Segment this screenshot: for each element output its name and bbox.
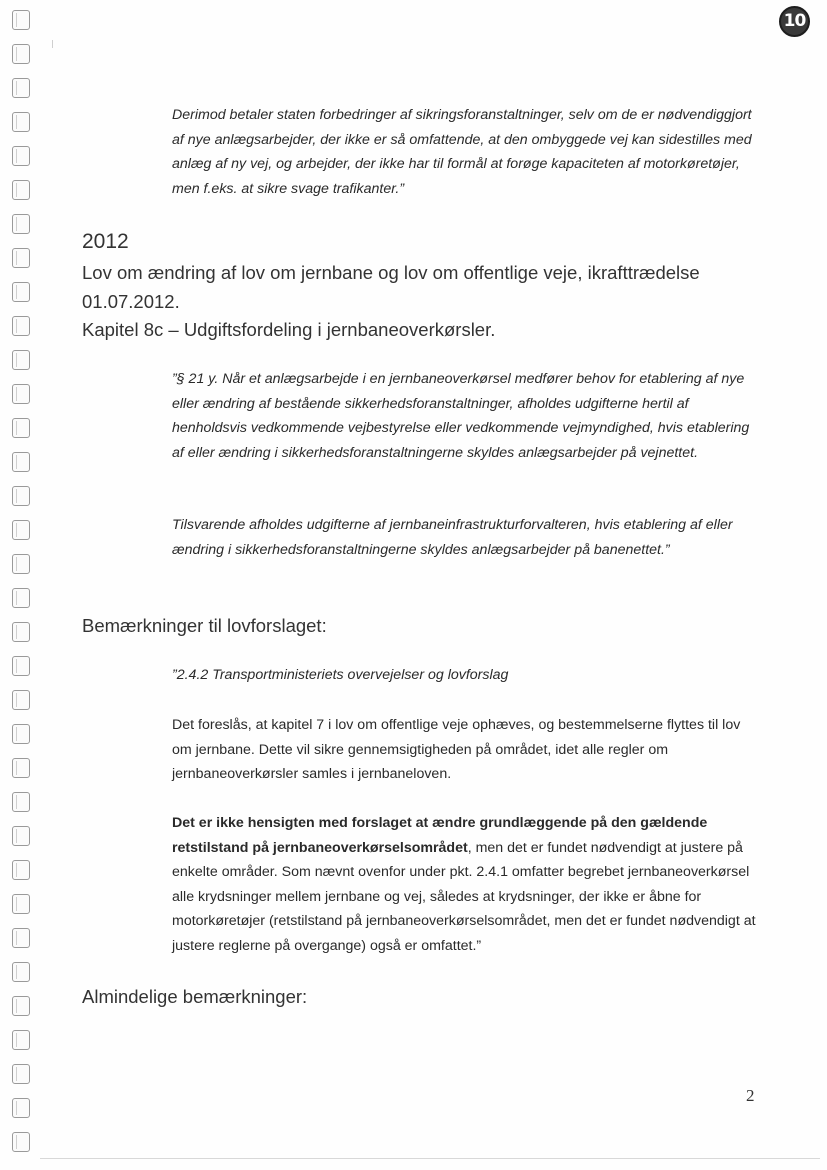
punch-hole <box>12 894 30 914</box>
punch-hole <box>12 860 30 880</box>
punch-hole <box>12 622 30 642</box>
remarks-paragraph-2 <box>172 811 762 958</box>
remarks-subheading-text: ”2.4.2 Transportministeriets overvejelser og lovforslag <box>172 667 509 683</box>
bottom-rule <box>40 1158 820 1159</box>
punch-hole <box>12 962 30 982</box>
punch-hole <box>12 248 30 268</box>
intro-quote-text: Derimod betaler staten forbedringer af sikringsforanstaltninger, selv om de er nødvendiggjort af nye anlægsarbejder, der ikke er så omfattende, at den ombyggede vej kan sidestilles med anlæg af ny vej, og arbejder, der ikke har til formål at forøge kapaciteten af motorkøretøjer, men f.eks. at sikre svage trafikanter.” <box>172 107 752 197</box>
punch-hole <box>12 792 30 812</box>
punch-hole <box>12 44 30 64</box>
page-number: 2 <box>746 1086 755 1105</box>
year-heading: 2012 <box>82 230 129 253</box>
remarks-paragraph-1-text: Det foreslås, at kapitel 7 i lov om offentlige veje ophæves, og bestemmelserne flyttes til lov om jernbane. Dette vil sikre gennemsigtigheden på området, idet alle regler om jernbaneoverkørsler samles i jernbaneloven. <box>172 717 741 782</box>
intro-quote <box>172 103 762 201</box>
punch-hole <box>12 78 30 98</box>
remarks-paragraph-1 <box>172 713 762 787</box>
punch-hole <box>12 316 30 336</box>
punch-hole <box>12 724 30 744</box>
punch-hole <box>12 112 30 132</box>
punch-hole <box>12 588 30 608</box>
remarks-heading: Bemærkninger til lovforslaget: <box>82 615 327 636</box>
punch-hole <box>12 282 30 302</box>
binder-holes <box>0 0 40 1170</box>
punch-hole <box>12 452 30 472</box>
punch-hole <box>12 996 30 1016</box>
punch-hole <box>12 758 30 778</box>
punch-hole <box>12 1132 30 1152</box>
punch-hole <box>12 384 30 404</box>
section-quote-1 <box>172 367 762 465</box>
punch-hole <box>12 554 30 574</box>
punch-hole <box>12 214 30 234</box>
section-quote-1-text: ”§ 21 y. Når et anlægsarbejde i en jernbaneoverkørsel medfører behov for etablering af nye eller ændring af bestående sikkerhedsforanstaltninger, afholdes udgifterne hertil af henholdsvis vedkommende vejbestyrelse eller vedkommende vejmyndighed, hvis etablering af eller ændring i sikkerhedsforanstaltningerne skyldes anlægsarbejder på vejnettet. <box>172 371 750 461</box>
punch-hole <box>12 418 30 438</box>
punch-hole <box>12 1030 30 1050</box>
page-badge: 10 <box>779 6 810 37</box>
punch-hole <box>12 180 30 200</box>
punch-hole <box>12 146 30 166</box>
remarks-paragraph-2-rest: , men det er fundet nødvendigt at justere på enkelte områder. Som nævnt ovenfor under pkt. 2.4.1 omfatter begrebet jernbaneoverkørsel alle krydsninger mellem jernbane og vej, således at krydsninger, der ikke er åbne for motorkøretøjer (retstilstand på jernbaneoverkørselsområdet, men det er fundet nødvendigt at justere reglerne på overgange) også er omfattet.” <box>172 839 756 954</box>
punch-hole <box>12 486 30 506</box>
punch-hole <box>12 826 30 846</box>
punch-hole <box>12 656 30 676</box>
chapter-heading: Kapitel 8c – Udgiftsfordeling i jernbaneoverkørsler. <box>82 319 496 340</box>
law-title: Lov om ændring af lov om jernbane og lov om offentlige veje, ikrafttrædelse 01.07.2012. <box>82 262 700 312</box>
remarks-subheading <box>172 663 762 688</box>
punch-hole <box>12 10 30 30</box>
punch-hole <box>12 520 30 540</box>
punch-hole <box>12 350 30 370</box>
punch-hole <box>12 690 30 710</box>
punch-hole <box>12 1098 30 1118</box>
punch-hole <box>12 1064 30 1084</box>
punch-hole <box>12 928 30 948</box>
general-remarks-heading: Almindelige bemærkninger: <box>82 986 308 1007</box>
remarks-paragraph-2-text <box>172 811 762 958</box>
section-quote-2-text: Tilsvarende afholdes udgifterne af jernbaneinfrastrukturforvalteren, hvis etablering af eller ændring i sikkerhedsforanstaltningerne skyldes anlægsarbejder på banenettet.” <box>172 517 733 558</box>
section-quote-2 <box>172 513 762 562</box>
scan-mark <box>52 40 53 48</box>
remarks-paragraph-2-bold: Det er ikke hensigten med forslaget at ændre grundlæggende på den gældende retstilstand på jernbaneoverkørselsområdet <box>172 815 708 856</box>
